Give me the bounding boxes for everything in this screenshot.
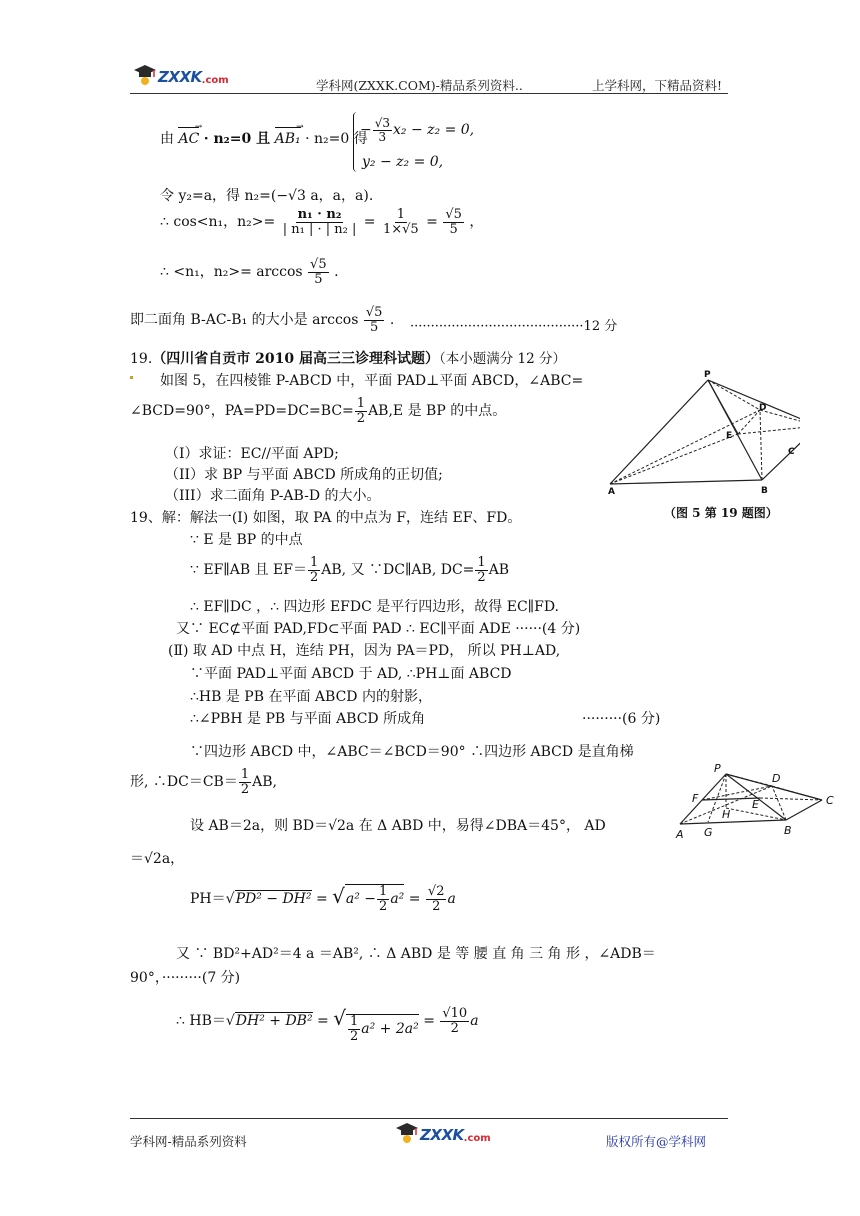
sol-line-1: 19、解：解法一(Ⅰ) 如图，取 PA 的中点为 F，连结 EF、FD。 <box>130 510 522 526</box>
header-center-text: 学科网(ZXXK.COM)-精品系列资料.. <box>316 78 523 93</box>
mortarboard-logo-icon <box>132 62 158 86</box>
fig2-label-p: P <box>714 762 721 775</box>
fig5-label-a: A <box>608 487 615 497</box>
system-brace <box>353 112 357 172</box>
footer-logo <box>394 1120 491 1144</box>
prev-line-3: ∴ cos<n₁，n₂>= $\frac{\text{n₁ · n₂}}{\text{| n₁ | · | n₂ |}}$ = $\frac{1}{1\times√5}$ = $\frac{√5}{5}$ ， <box>160 207 484 237</box>
sol-line-3: ∵ EF∥AB 且 EF＝ $\frac{1}{2}$ AB, 又 ∵DC∥AB, DC= $\frac{1}{2}$ AB <box>190 555 510 585</box>
sol-line-13: ＝√2a， <box>130 851 185 867</box>
prev-line-2: 令 y₂=a，得 n₂=(−√3 a，a，a). <box>160 188 374 204</box>
footer-logo-text: ZXXK <box>420 1126 464 1144</box>
footer-copyright-link[interactable]: 版权所有@学科网 <box>606 1134 707 1149</box>
fig5-label-c: C <box>788 447 795 457</box>
system-row-2: y₂ − z₂ = 0, <box>362 154 444 170</box>
problem-19-body-1: 如图 5，在四棱锥 P-ABCD 中，平面 PAD⊥平面 ABCD，∠ABC= <box>160 373 584 389</box>
sol-line-7: ∵平面 PAD⊥平面 ABCD 于 AD, ∴PH⊥面 ABCD <box>190 666 512 682</box>
fig2-label-a: A <box>676 828 684 841</box>
fig2-label-b: B <box>784 824 792 837</box>
sol-line-15: 又 ∵ BD²+AD²＝4 a ＝AB², ∴ Δ ABD 是 等 腰 直 角 三 角 形 ，∠ADB＝ <box>176 946 656 962</box>
figure-5-caption: （图 5 第 19 题图） <box>664 506 778 520</box>
header-logo-text: ZXXK <box>158 68 202 86</box>
prev-line-1 <box>160 122 368 148</box>
sol-line-6: (Ⅱ) 取 AD 中点 H，连结 PH，因为 PA＝PD， 所以 PH⊥AD, <box>168 643 561 659</box>
vector-ab1: → AB₁ <box>274 122 304 147</box>
footer-left-text: 学科网-精品系列资料 <box>130 1134 247 1149</box>
fig5-label-d: D <box>759 403 767 413</box>
problem-19-title: 19.（四川省自贡市 2010 届高三三诊理科试题）（本小题满分 12 分） <box>130 351 566 367</box>
prev-line-4: ∴ <n₁，n₂>= arccos $\frac{√5}{5}$ . <box>160 257 339 287</box>
header-logo-suffix: .com <box>201 75 229 86</box>
fig2-label-c: C <box>826 794 834 807</box>
footer-rule <box>130 1118 728 1119</box>
prev-l1-e: · n₂=0 得 <box>305 131 368 147</box>
sol-line-5: 又∵ EC⊄平面 PAD,FD⊂平面 PAD ∴ EC∥平面 ADE ······(4 分) <box>176 621 581 637</box>
sol-line-9: ∴∠PBH 是 PB 与平面 ABCD 所成角 <box>190 711 426 727</box>
fig2-label-h: H <box>722 808 731 821</box>
fig2-label-e: E <box>752 798 759 811</box>
header-logo <box>132 62 229 86</box>
sol-line-17: ∴ HB＝√DH² + DB² = √ $\frac{1}{2}$ a² + 2a² = $\frac{√10}{2}$ a <box>176 1005 479 1044</box>
prev-l1-c: · n₂=0 且 <box>203 131 271 147</box>
prev-line-5: 即二面角 B-AC-B₁ 的大小是 arccos $\frac{√5}{5}$ . <box>130 305 395 335</box>
header-rule <box>130 93 728 94</box>
question-1: （I）求证：EC//平面 APD; <box>165 446 339 462</box>
sol-line-9-score: ·········(6 分) <box>582 711 661 727</box>
prev-l1-a: 由 <box>160 131 174 147</box>
sol-line-11: 形, ∴DC＝CB＝ $\frac{1}{2}$ AB, <box>130 767 277 797</box>
fig2-label-g: G <box>704 826 713 839</box>
system-row-1: − $\frac{√3}{3}$ x₂ − z₂ = 0, <box>360 116 475 144</box>
mortarboard-logo-icon <box>394 1120 420 1144</box>
sol-line-4: ∴ EF∥DC ，∴ 四边形 EFDC 是平行四边形，故得 EC∥FD. <box>190 599 560 615</box>
sol-line-16: 90°，·········(7 分) <box>130 970 241 986</box>
vector-ac: → AC <box>178 122 203 147</box>
fig2-label-d: D <box>772 772 781 785</box>
fig5-label-b: B <box>761 486 768 496</box>
prev-score-dots: ··········································12 分 <box>410 319 618 334</box>
header-right-text: 上学科网，下精品资料! <box>592 78 723 93</box>
sol-line-2: ∵ E 是 BP 的中点 <box>190 532 303 548</box>
sol-line-10: ∵四边形 ABCD 中，∠ABC＝∠BCD＝90° ∴四边形 ABCD 是直角梯 <box>190 744 634 760</box>
footer-logo-suffix: .com <box>463 1133 491 1144</box>
fig2-label-f: F <box>692 792 699 805</box>
question-3: （III）求二面角 P-AB-D 的大小。 <box>165 488 381 504</box>
fig5-label-e: E <box>726 431 733 441</box>
bullet-mark <box>130 376 133 379</box>
problem-19-body-2: ∠BCD=90°，PA=PD=DC=BC= $\frac{1}{2}$ AB,E 是 BP 的中点。 <box>130 396 507 426</box>
figure-pyramid-construction <box>672 762 842 862</box>
sol-line-14: PH＝√PD² − DH² = √ a² − $\frac{1}{2}$ a² = $\frac{√2}{2}$ a <box>190 884 456 914</box>
sol-line-12: 设 AB＝2a，则 BD＝√2a 在 Δ ABD 中，易得∠DBA＝45°， AD <box>190 818 606 834</box>
question-2: （II）求 BP 与平面 ABCD 所成角的正切值; <box>165 467 443 483</box>
sol-line-8: ∴HB 是 PB 在平面 ABCD 内的射影， <box>190 689 432 705</box>
fig5-label-p: P <box>704 370 711 380</box>
